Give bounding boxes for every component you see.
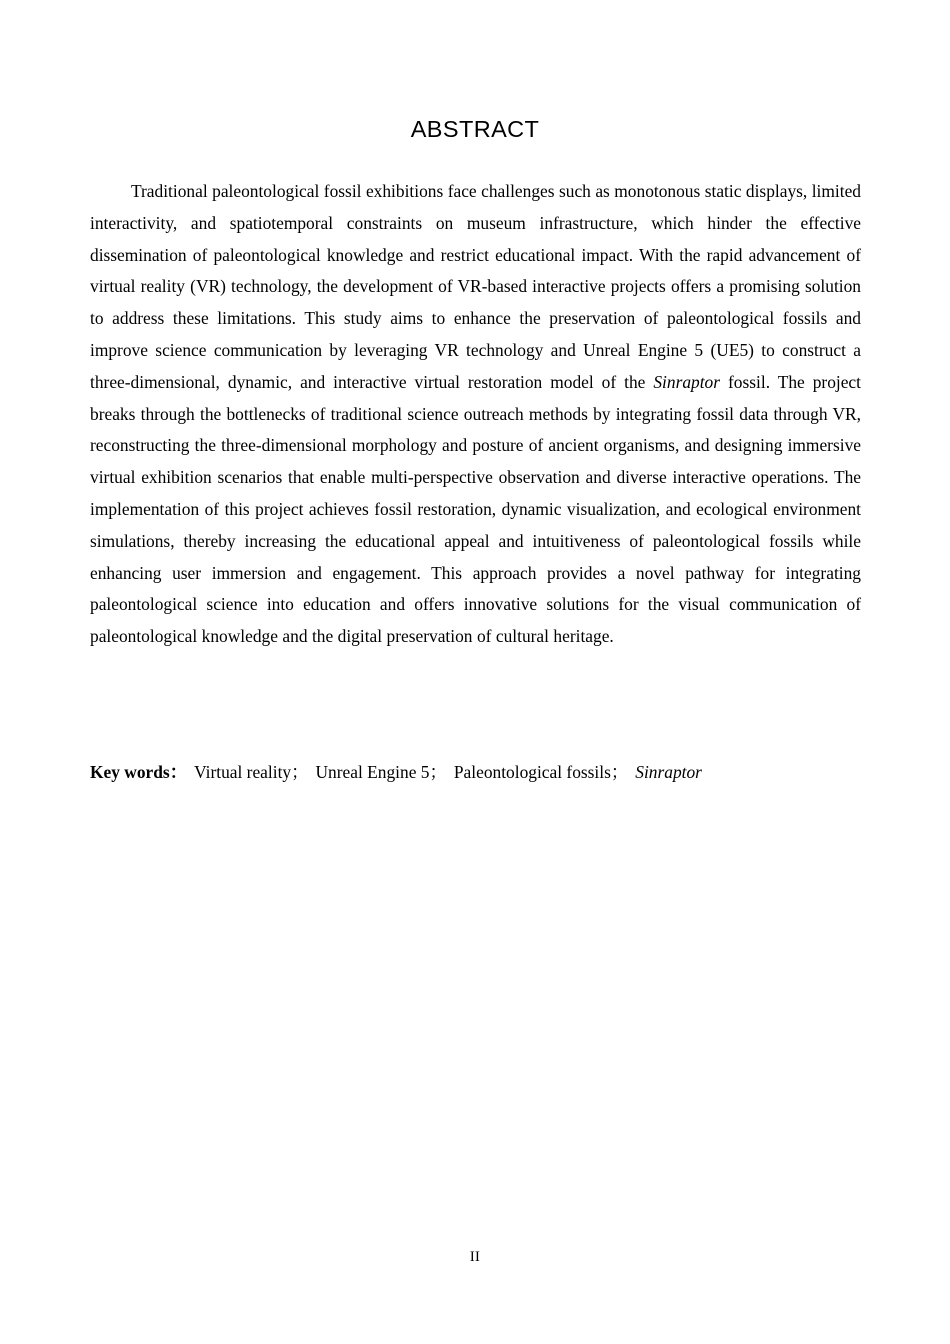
- abstract-text-part-1: Traditional paleontological fossil exhibitions face challenges such as monotonous static displays, limited interactivity, and spatiotemporal constraints on museum infrastructure, which hinder the effective dissemination of paleontological knowledge and restrict educational impact. With the rapid advancement of virtual reality (VR) technology, the development of VR-based interactive projects offers a promising solution to address these limitations. This study aims to enhance the preservation of paleontological fossils and improve science communication by leveraging VR technology and Unreal Engine 5 (UE5) to construct a three-dimensional, dynamic, and interactive virtual restoration model of the: [90, 181, 861, 392]
- abstract-paragraph: [90, 176, 861, 653]
- keywords-separator-0: ；: [291, 762, 309, 782]
- keyword-item-2: Paleontological fossils: [453, 762, 611, 782]
- footer-page-number: II: [469, 1249, 481, 1265]
- keywords-line: [90, 757, 861, 789]
- abstract-body: [90, 176, 861, 653]
- keyword-item-0: Virtual reality: [194, 762, 292, 782]
- keywords-label: Key words: [90, 762, 170, 782]
- abstract-text-part-2: fossil. The project breaks through the bottlenecks of traditional science outreach methods by integrating fossil data through VR, reconstructing the three-dimensional morphology and posture of ancient organisms, and designing immersive virtual exhibition scenarios that enable multi-perspective observation and diverse interactive operations. The implementation of this project achieves fossil restoration, dynamic visualization, and ecological environment simulations, thereby increasing the educational appeal and intuitiveness of paleontological fossils while enhancing user immersion and engagement. This approach provides a novel pathway for integrating paleontological science into education and offers innovative solutions for the visual communication of paleontological knowledge and the digital preservation of cultural heritage.: [90, 371, 861, 647]
- keywords-separator-1: ；: [429, 762, 447, 782]
- keyword-item-1: Unreal Engine 5: [315, 762, 430, 782]
- keywords-colon: ：: [169, 762, 188, 782]
- species-name-inline: Sinraptor: [653, 371, 721, 392]
- keywords-separator-2: ；: [610, 762, 629, 782]
- keyword-item-3: Sinraptor: [635, 762, 702, 782]
- page-title: ABSTRACT: [410, 116, 540, 142]
